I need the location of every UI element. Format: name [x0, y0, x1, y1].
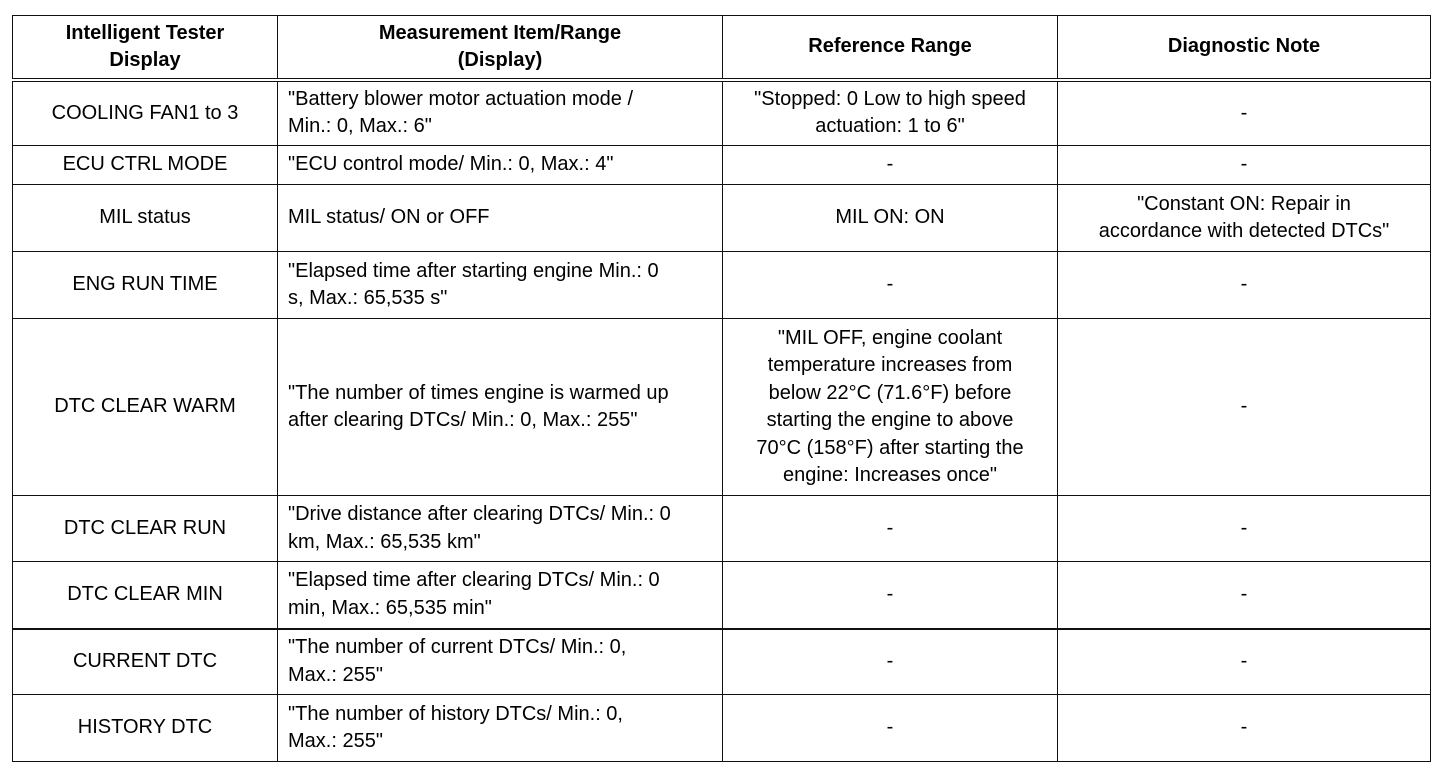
cell-measurement: "The number of current DTCs/ Min.: 0, Max.: 255" — [278, 629, 723, 695]
table-row — [13, 185, 1431, 252]
header-reference-range: Reference Range — [723, 16, 1058, 80]
cell-display: COOLING FAN1 to 3 — [13, 80, 278, 146]
cell-note: - — [1058, 319, 1431, 496]
header-measurement-item: Measurement Item/Range (Display) — [278, 16, 723, 80]
cell-display: HISTORY DTC — [13, 695, 278, 762]
cell-reference: - — [723, 629, 1058, 695]
cell-reference: MIL ON: ON — [723, 185, 1058, 252]
cell-reference: - — [723, 695, 1058, 762]
cell-note: - — [1058, 496, 1431, 562]
cell-note: "Constant ON: Repair in accordance with detected DTCs" — [1058, 185, 1431, 252]
cell-measurement: "Drive distance after clearing DTCs/ Min.: 0 km, Max.: 65,535 km" — [278, 496, 723, 562]
cell-note: - — [1058, 629, 1431, 695]
cell-reference: - — [723, 496, 1058, 562]
cell-display: ENG RUN TIME — [13, 252, 278, 319]
cell-note: - — [1058, 80, 1431, 146]
data-list-table-container — [12, 15, 1430, 762]
cell-measurement: MIL status/ ON or OFF — [278, 185, 723, 252]
table-row — [13, 562, 1431, 629]
data-list-table — [12, 15, 1431, 762]
cell-display: DTC CLEAR MIN — [13, 562, 278, 629]
cell-note: - — [1058, 146, 1431, 185]
cell-measurement: "ECU control mode/ Min.: 0, Max.: 4" — [278, 146, 723, 185]
cell-display: CURRENT DTC — [13, 629, 278, 695]
cell-measurement: "Elapsed time after clearing DTCs/ Min.: 0 min, Max.: 65,535 min" — [278, 562, 723, 629]
cell-display: DTC CLEAR RUN — [13, 496, 278, 562]
cell-measurement: "The number of times engine is warmed up after clearing DTCs/ Min.: 0, Max.: 255" — [278, 319, 723, 496]
cell-reference: - — [723, 146, 1058, 185]
cell-measurement: "Elapsed time after starting engine Min.: 0 s, Max.: 65,535 s" — [278, 252, 723, 319]
table-row — [13, 252, 1431, 319]
table-row — [13, 146, 1431, 185]
cell-display: DTC CLEAR WARM — [13, 319, 278, 496]
cell-reference: - — [723, 562, 1058, 629]
header-tester-display: Intelligent Tester Display — [13, 16, 278, 80]
table-row — [13, 695, 1431, 762]
header-row — [13, 16, 1431, 80]
cell-reference: "Stopped: 0 Low to high speed actuation: 1 to 6" — [723, 80, 1058, 146]
cell-note: - — [1058, 562, 1431, 629]
table-row — [13, 496, 1431, 562]
cell-display: MIL status — [13, 185, 278, 252]
table-row — [13, 80, 1431, 146]
cell-note: - — [1058, 695, 1431, 762]
cell-reference: - — [723, 252, 1058, 319]
cell-reference: "MIL OFF, engine coolant temperature increases from below 22°C (71.6°F) before starting the engine to above 70°C (158°F) after starting the engine: Increases once" — [723, 319, 1058, 496]
table-row — [13, 629, 1431, 695]
table-row — [13, 319, 1431, 496]
header-diagnostic-note: Diagnostic Note — [1058, 16, 1431, 80]
cell-display: ECU CTRL MODE — [13, 146, 278, 185]
cell-note: - — [1058, 252, 1431, 319]
cell-measurement: "The number of history DTCs/ Min.: 0, Max.: 255" — [278, 695, 723, 762]
cell-measurement: "Battery blower motor actuation mode / Min.: 0, Max.: 6" — [278, 80, 723, 146]
